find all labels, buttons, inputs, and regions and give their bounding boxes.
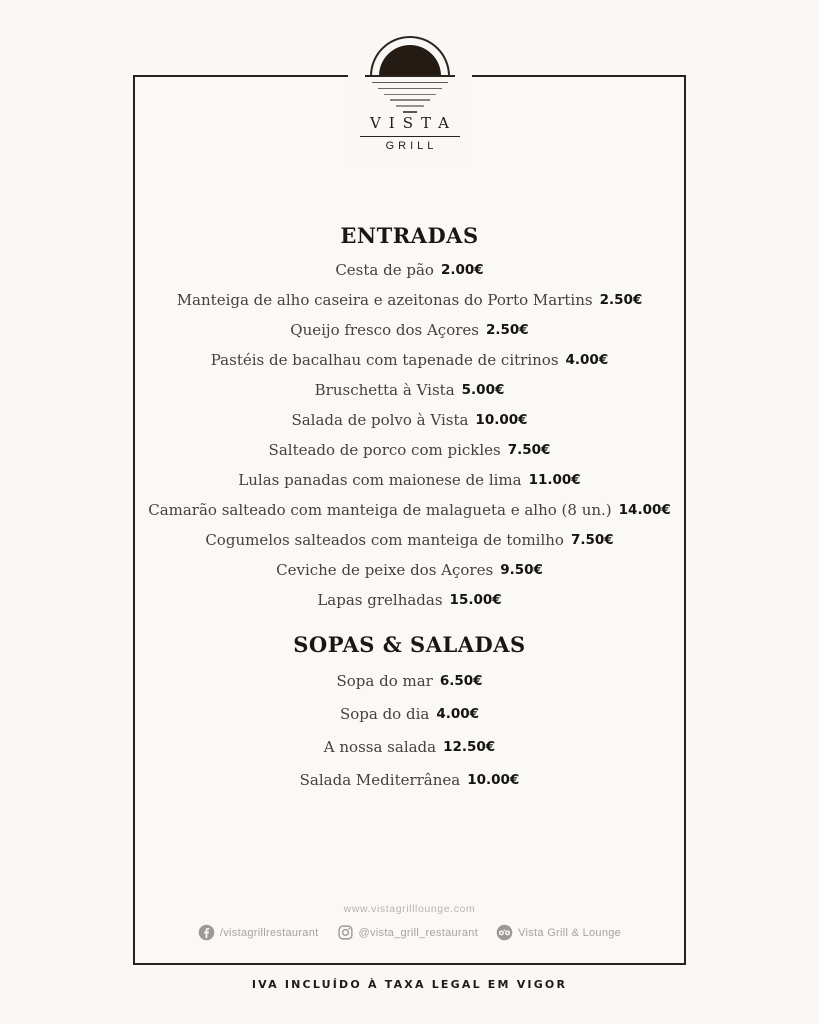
menu-item [135,697,684,730]
menu-item-name: Queijo fresco dos Açores [290,321,479,339]
menu-item [135,555,684,585]
menu-item-name: Pastéis de bacalhau com tapenade de citrinos [210,351,559,369]
menu-item [135,405,684,435]
menu-item-name: Salada de polvo à Vista [291,411,469,429]
menu-item-name: Lulas panadas com maionese de lima [238,471,522,489]
brand-name: VISTA [369,114,458,132]
menu-item [135,315,684,345]
menu-item-price: 2.50€ [485,322,529,338]
menu-item [135,525,684,555]
menu-item [135,495,684,525]
section-items [135,664,684,796]
horizon-line [365,75,455,77]
menu-item-name: Salteado de porco com pickles [268,441,501,459]
menu-item-price: 7.50€ [570,532,614,548]
menu-sections [135,223,684,796]
social-label: Vista Grill & Lounge [518,926,622,939]
tripadvisor-icon [496,924,513,941]
menu-item [135,375,684,405]
section-title: SOPAS & SALADAS [293,632,526,657]
menu-item-price: 7.50€ [507,442,551,458]
menu-item-name: Sopa do dia [339,704,430,723]
menu-item-name: Lapas grelhadas [317,591,443,609]
menu-item [135,664,684,697]
menu-item-price: 14.00€ [618,502,671,518]
menu-item-price: 2.00€ [440,262,484,278]
social-row [135,924,684,941]
menu-item-name: Ceviche de peixe dos Açores [276,561,494,579]
menu-item-price: 4.00€ [436,705,480,722]
menu-item-name: A nossa salada [323,737,437,756]
social-label: /vistagrillrestaurant [219,926,319,939]
social-link[interactable] [337,924,479,941]
brand-divider [360,136,460,137]
instagram-icon [337,924,354,941]
menu-item [135,345,684,375]
menu-item-name: Cesta de pão [335,261,434,279]
menu-item [135,585,684,615]
menu-item-price: 11.00€ [528,472,581,488]
menu-item-price: 2.50€ [599,292,643,308]
social-link[interactable] [198,924,319,941]
menu-item [135,730,684,763]
vista-grill-logo [348,29,472,163]
menu-item [135,763,684,796]
menu-item-price: 5.00€ [461,382,505,398]
menu-section [135,223,684,615]
menu-item-name: Bruschetta à Vista [314,381,455,399]
menu-item [135,465,684,495]
water-reflection-lines [348,82,472,117]
menu-item-name: Manteiga de alho caseira e azeitonas do Porto Martins [176,291,593,309]
section-title: ENTRADAS [340,223,479,248]
website-url: www.vistagrilllounge.com [343,903,476,915]
card-footer [135,903,684,941]
menu-item-price: 4.00€ [565,352,609,368]
menu-item-price: 6.50€ [439,672,483,689]
social-link[interactable] [496,924,621,941]
menu-item-price: 10.00€ [467,771,520,788]
menu-item [135,435,684,465]
brand-subtitle: GRILL [385,140,438,152]
menu-item [135,285,684,315]
menu-item-name: Salada Mediterrânea [299,770,461,789]
menu-item-name: Sopa do mar [336,671,433,690]
facebook-icon [198,924,215,941]
menu-section [135,632,684,796]
menu-item-name: Cogumelos salteados com manteiga de tomilho [205,531,564,549]
menu-item-price: 9.50€ [500,562,543,578]
menu-item-price: 12.50€ [443,738,496,755]
menu-item-price: 15.00€ [449,592,502,608]
social-label: @vista_grill_restaurant [358,926,479,939]
menu-item-name: Camarão salteado com manteiga de malagueta e alho (8 un.) [148,501,612,519]
vat-legal-note: IVA INCLUÍDO À TAXA LEGAL EM VIGOR [251,978,568,991]
menu-card [133,75,686,965]
section-items [135,255,684,615]
menu-item-price: 10.00€ [475,412,528,428]
menu-item [135,255,684,285]
